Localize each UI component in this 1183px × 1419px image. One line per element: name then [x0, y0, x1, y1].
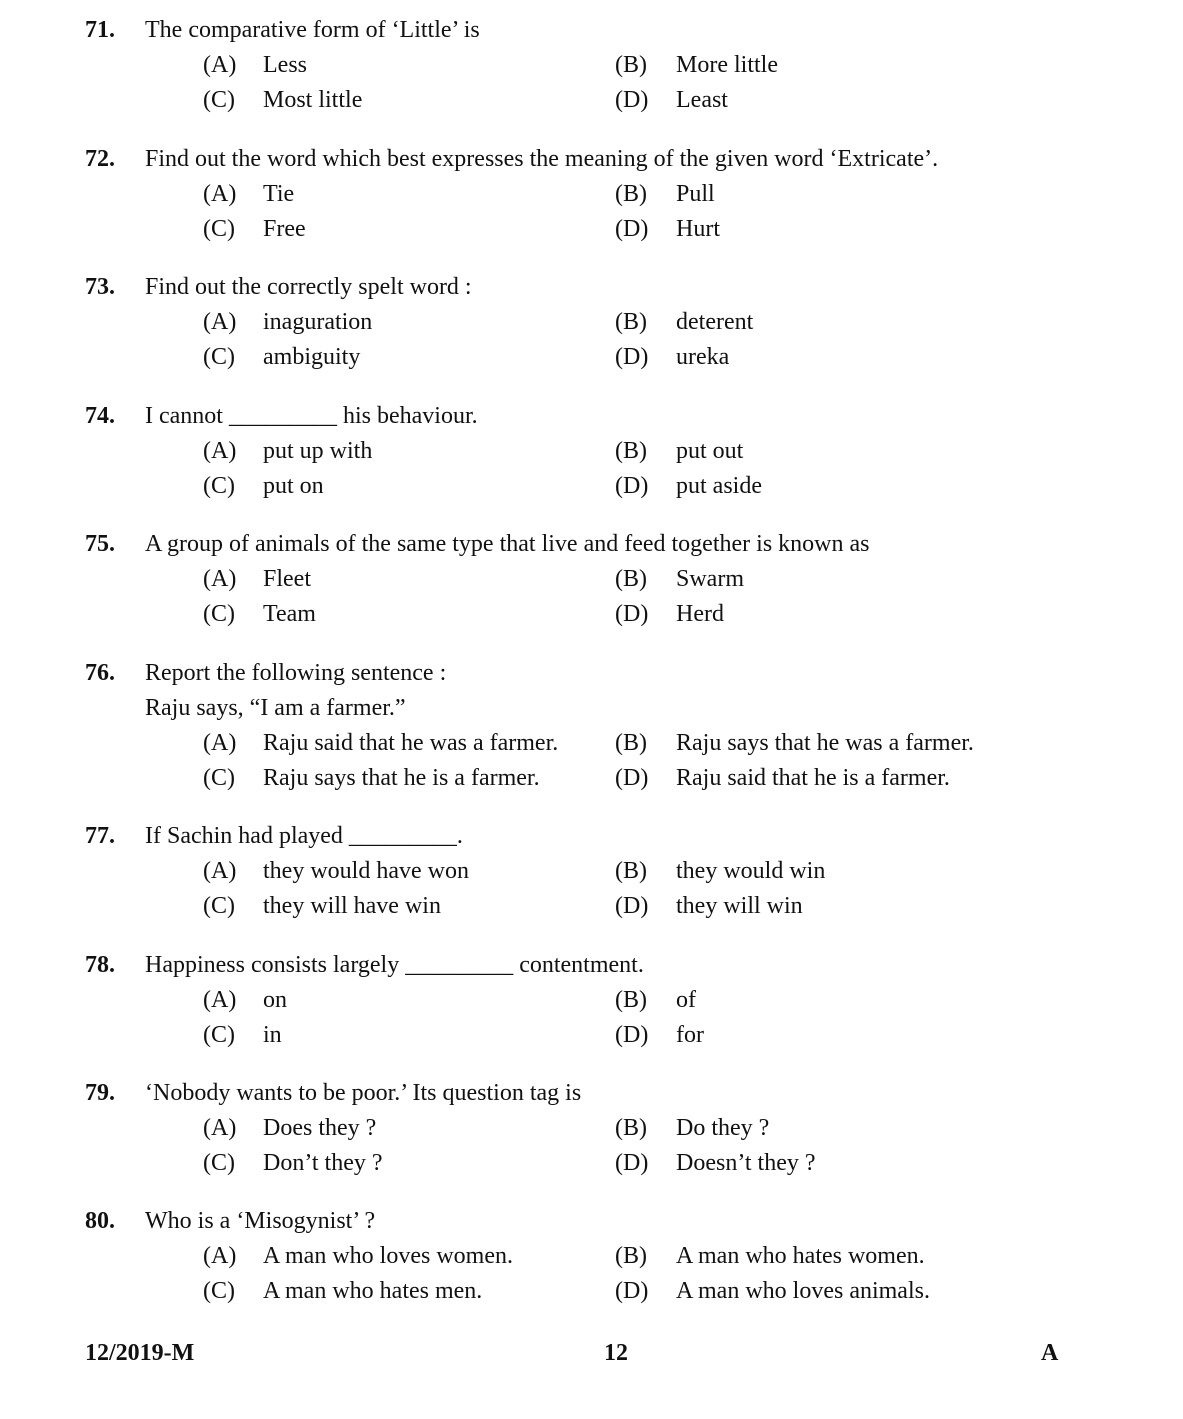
- question-72: [0, 142, 1183, 247]
- question-text: Find out the word which best expresses the meaning of the given word ‘Extricate’.: [145, 146, 939, 172]
- option-text: Don’t they ?: [263, 1150, 383, 1176]
- option-label: (C): [203, 87, 235, 113]
- question-stem-line: [0, 1076, 1183, 1111]
- option-label: (B): [615, 730, 647, 756]
- option-text: Swarm: [676, 566, 744, 592]
- option-label: (C): [203, 1150, 235, 1176]
- option-text: Team: [263, 601, 316, 627]
- question-text: Report the following sentence :: [145, 660, 447, 686]
- question-number: 74.: [85, 403, 115, 429]
- option-label: (C): [203, 344, 235, 370]
- option-text: Pull: [676, 181, 715, 207]
- option-text: Raju says that he was a farmer.: [676, 730, 974, 756]
- option-row: [0, 434, 1183, 469]
- question-text: I cannot _________ his behaviour.: [145, 403, 478, 429]
- question-number: 73.: [85, 274, 115, 300]
- option-label: (D): [615, 87, 649, 113]
- option-text: they will have win: [263, 893, 441, 919]
- option-text: Fleet: [263, 566, 311, 592]
- option-text: they will win: [676, 893, 803, 919]
- question-text: If Sachin had played _________.: [145, 823, 463, 849]
- question-number: 75.: [85, 531, 115, 557]
- option-label: (A): [203, 52, 237, 78]
- option-label: (B): [615, 987, 647, 1013]
- question-71: [0, 13, 1183, 118]
- option-row: [0, 1239, 1183, 1274]
- option-text: Free: [263, 216, 306, 242]
- option-label: (B): [615, 1243, 647, 1269]
- question-stem-line: [0, 270, 1183, 305]
- option-text: Does they ?: [263, 1115, 377, 1141]
- option-row: [0, 177, 1183, 212]
- question-text: ‘Nobody wants to be poor.’ Its question tag is: [145, 1080, 582, 1106]
- option-text: Raju says that he is a farmer.: [263, 765, 540, 791]
- series-code: A: [1041, 1340, 1059, 1366]
- option-label: (C): [203, 473, 235, 499]
- option-label: (A): [203, 987, 237, 1013]
- option-label: (D): [615, 765, 649, 791]
- option-label: (D): [615, 1022, 649, 1048]
- option-label: (D): [615, 1150, 649, 1176]
- option-label: (A): [203, 858, 237, 884]
- option-text: on: [263, 987, 287, 1013]
- option-label: (C): [203, 216, 235, 242]
- option-row: [0, 983, 1183, 1018]
- question-78: [0, 948, 1183, 1053]
- option-label: (D): [615, 344, 649, 370]
- option-row: [0, 1274, 1183, 1309]
- page-number: 12: [604, 1340, 628, 1366]
- option-text: A man who loves women.: [263, 1243, 513, 1269]
- option-text: deterent: [676, 309, 754, 335]
- option-label: (A): [203, 309, 237, 335]
- option-text: Least: [676, 87, 728, 113]
- option-label: (B): [615, 181, 647, 207]
- option-label: (A): [203, 438, 237, 464]
- option-text: of: [676, 987, 696, 1013]
- question-stem-line: [0, 527, 1183, 562]
- option-text: ureka: [676, 344, 730, 370]
- option-label: (C): [203, 601, 235, 627]
- question-number: 78.: [85, 952, 115, 978]
- option-text: put out: [676, 438, 744, 464]
- option-text: put on: [263, 473, 324, 499]
- option-label: (C): [203, 765, 235, 791]
- option-text: put up with: [263, 438, 373, 464]
- option-text: Doesn’t they ?: [676, 1150, 816, 1176]
- question-text: Find out the correctly spelt word :: [145, 274, 472, 300]
- question-text: Raju says, “I am a farmer.”: [145, 695, 406, 721]
- option-label: (B): [615, 309, 647, 335]
- option-row: [0, 1018, 1183, 1053]
- option-label: (A): [203, 1243, 237, 1269]
- option-label: (D): [615, 216, 649, 242]
- question-stem-line: [0, 819, 1183, 854]
- option-text: Raju said that he was a farmer.: [263, 730, 559, 756]
- question-text: Happiness consists largely _________ contentment.: [145, 952, 644, 978]
- option-row: [0, 889, 1183, 924]
- option-text: A man who hates men.: [263, 1278, 483, 1304]
- question-number: 71.: [85, 17, 115, 43]
- option-row: [0, 562, 1183, 597]
- option-row: [0, 48, 1183, 83]
- option-text: A man who loves animals.: [676, 1278, 930, 1304]
- question-stem-line: [0, 142, 1183, 177]
- option-text: inaguration: [263, 309, 373, 335]
- question-stem-line: [0, 1204, 1183, 1239]
- option-row: [0, 469, 1183, 504]
- paper-code: 12/2019-M: [85, 1340, 195, 1366]
- question-stem-line: [0, 13, 1183, 48]
- question-73: [0, 270, 1183, 375]
- option-row: [0, 726, 1183, 761]
- option-label: (B): [615, 52, 647, 78]
- option-label: (D): [615, 893, 649, 919]
- question-76: [0, 656, 1183, 796]
- option-label: (B): [615, 566, 647, 592]
- option-text: More little: [676, 52, 778, 78]
- option-label: (C): [203, 1022, 235, 1048]
- option-text: in: [263, 1022, 282, 1048]
- option-text: they would have won: [263, 858, 469, 884]
- question-number: 72.: [85, 146, 115, 172]
- question-number: 79.: [85, 1080, 115, 1106]
- option-row: [0, 597, 1183, 632]
- question-79: [0, 1076, 1183, 1181]
- option-label: (B): [615, 1115, 647, 1141]
- option-label: (A): [203, 730, 237, 756]
- option-label: (A): [203, 1115, 237, 1141]
- option-row: [0, 854, 1183, 889]
- option-text: Do they ?: [676, 1115, 770, 1141]
- option-row: [0, 340, 1183, 375]
- question-text: The comparative form of ‘Little’ is: [145, 17, 480, 43]
- question-text: A group of animals of the same type that live and feed together is known as: [145, 531, 870, 557]
- option-label: (D): [615, 601, 649, 627]
- question-stem-line: [0, 399, 1183, 434]
- option-row: [0, 761, 1183, 796]
- question-77: [0, 819, 1183, 924]
- question-number: 76.: [85, 660, 115, 686]
- option-text: Most little: [263, 87, 363, 113]
- question-80: [0, 1204, 1183, 1309]
- question-text: Who is a ‘Misogynist’ ?: [145, 1208, 376, 1234]
- option-label: (C): [203, 1278, 235, 1304]
- option-label: (B): [615, 858, 647, 884]
- option-label: (A): [203, 566, 237, 592]
- question-75: [0, 527, 1183, 632]
- question-number: 80.: [85, 1208, 115, 1234]
- option-text: Tie: [263, 181, 295, 207]
- question-number: 77.: [85, 823, 115, 849]
- option-row: [0, 83, 1183, 118]
- option-row: [0, 1146, 1183, 1181]
- option-text: for: [676, 1022, 704, 1048]
- option-text: put aside: [676, 473, 762, 499]
- option-text: Raju said that he is a farmer.: [676, 765, 950, 791]
- option-text: Herd: [676, 601, 724, 627]
- question-stem-line: [0, 691, 1183, 726]
- question-74: [0, 399, 1183, 504]
- option-row: [0, 1111, 1183, 1146]
- option-label: (C): [203, 893, 235, 919]
- option-text: A man who hates women.: [676, 1243, 925, 1269]
- option-label: (B): [615, 438, 647, 464]
- question-stem-line: [0, 656, 1183, 691]
- option-text: ambiguity: [263, 344, 361, 370]
- option-text: Less: [263, 52, 307, 78]
- option-label: (D): [615, 1278, 649, 1304]
- question-stem-line: [0, 948, 1183, 983]
- option-text: Hurt: [676, 216, 720, 242]
- option-label: (D): [615, 473, 649, 499]
- option-row: [0, 212, 1183, 247]
- option-text: they would win: [676, 858, 826, 884]
- option-row: [0, 305, 1183, 340]
- option-label: (A): [203, 181, 237, 207]
